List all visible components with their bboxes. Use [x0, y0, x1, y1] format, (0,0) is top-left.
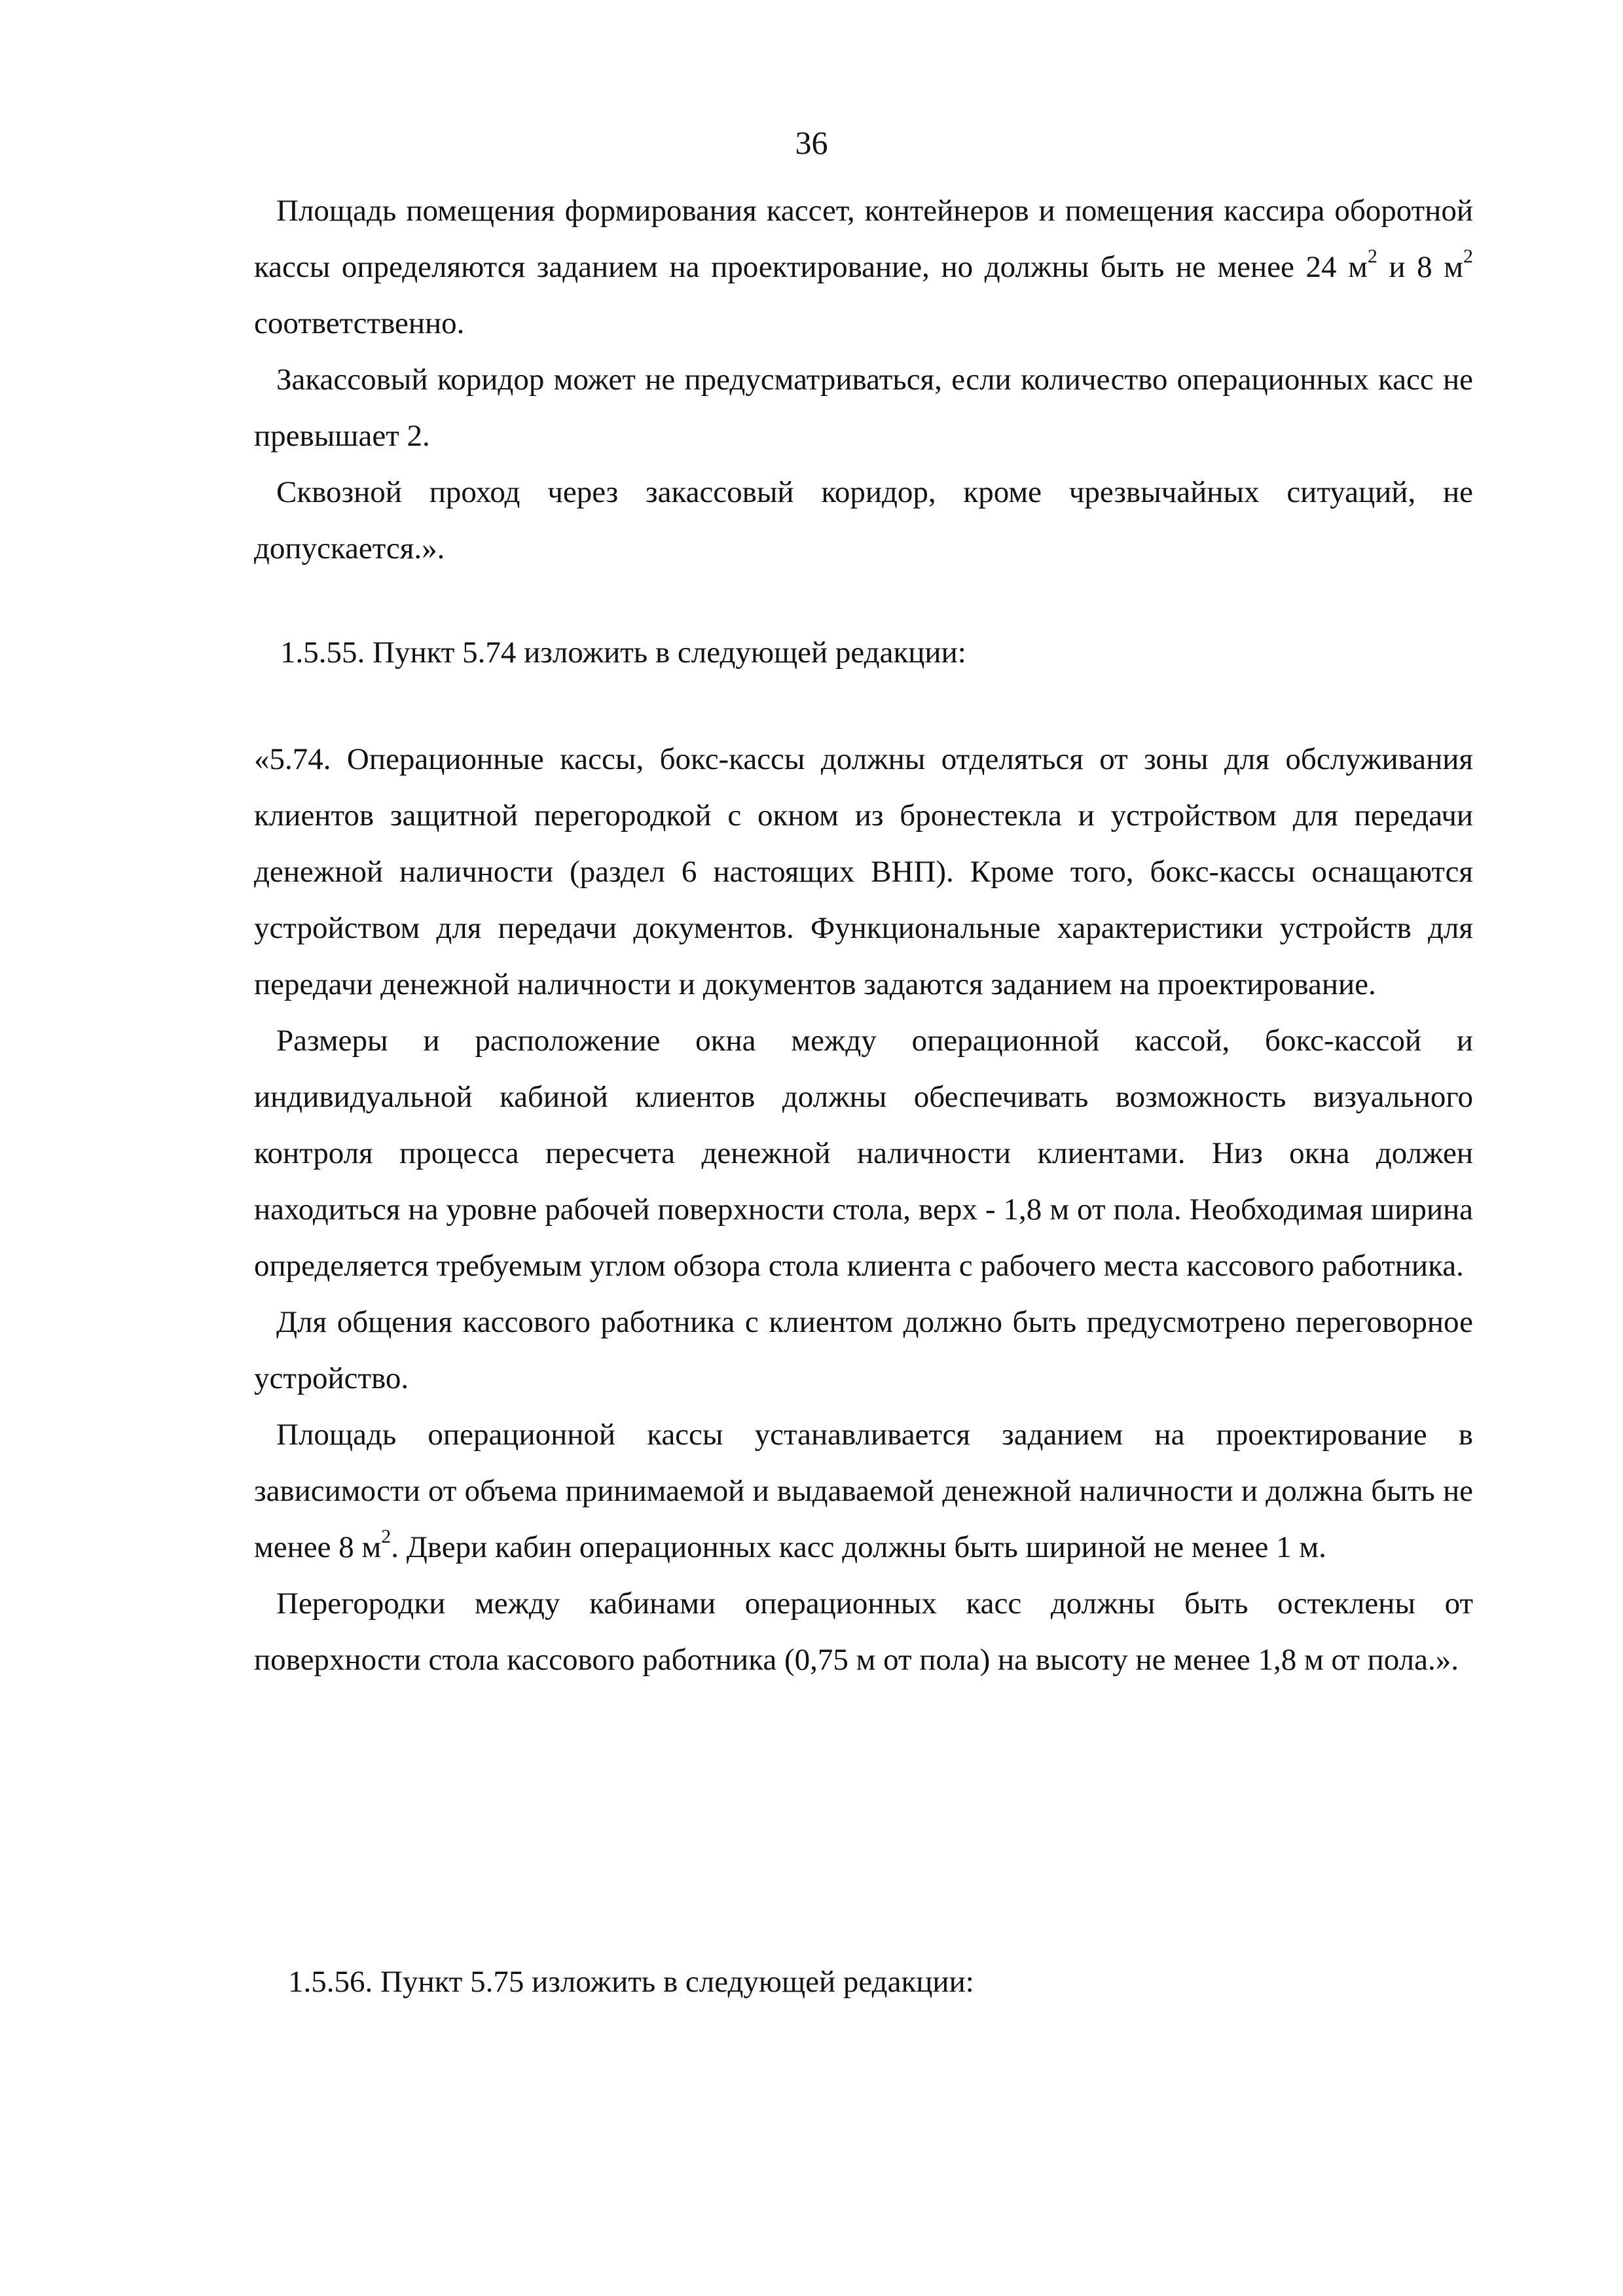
text-block-heading-2 — [254, 1954, 1473, 2010]
text-block-top — [254, 183, 1473, 577]
superscript: 2 — [381, 1526, 392, 1547]
paragraph-text: соответственно. — [254, 306, 465, 340]
superscript: 2 — [1367, 245, 1377, 267]
section-heading-1-5-55: 1.5.55. Пункт 5.74 изложить в следующей редакции: — [280, 636, 966, 670]
paragraph-text: Площадь помещения формирования кассет, контейнеров и помещения кассира оборотной кассы определяются заданием на проектирование, но должны быть не менее 24 м — [254, 194, 1473, 284]
paragraph-text: Площадь операционной кассы устанавливается заданием на проектирование в зависимости от объема принимаемой и выдаваемой денежной наличности и должна быть не менее 8 м — [254, 1418, 1473, 1564]
paragraph-5-74: «5.74. Операционные кассы, бокс-кассы должны отделяться от зоны для обслуживания клиентов защитной перегородкой с окном из бронестекла и устройством для передачи денежной наличности (раздел 6 настоящих ВНП). Кроме того, бокс-кассы оснащаются устройством для передачи документов. Функциональные характеристики устройств для передачи денежной наличности и документов задаются заданием на проектирование. — [254, 742, 1473, 1001]
paragraph-window-size: Размеры и расположение окна между операционной кассой, бокс-кассой и индивидуальной кабиной клиентов должны обеспечивать возможность визуального контроля процесса пересчета денежной наличности клиентами. Низ окна должен находиться на уровне рабочей поверхности стола, верх - 1,8 м от пола. Необходимая ширина определяется требуемым углом обзора стола клиента с рабочего места кассового работника. — [254, 1024, 1473, 1283]
paragraph-partitions: Перегородки между кабинами операционных касс должны быть остеклены от поверхности стола кассового работника (0,75 м от пола) на высоту не менее 1,8 м от пола.». — [254, 1587, 1473, 1677]
paragraph-text: . Двери кабин операционных касс должны быть шириной не менее 1 м. — [391, 1530, 1326, 1564]
paragraph-intercom: Для общения кассового работника с клиентом должно быть предусмотрено переговорное устройство. — [254, 1305, 1473, 1395]
paragraph-text: и 8 м — [1377, 250, 1463, 284]
paragraph-cashier-area — [254, 1407, 1473, 1575]
paragraph-passage: Сквозной проход через закассовый коридор, кроме чрезвычайных ситуаций, не допускается.». — [254, 475, 1473, 565]
page-number: 36 — [795, 124, 828, 161]
text-block-heading-1 — [254, 624, 1473, 681]
paragraph-corridor: Закассовый коридор может не предусматриваться, если количество операционных касс не превышает 2. — [254, 363, 1473, 453]
section-heading-1-5-56: 1.5.56. Пункт 5.75 изложить в следующей редакции: — [288, 1965, 974, 1999]
superscript: 2 — [1463, 245, 1473, 267]
text-block-main — [254, 731, 1473, 1688]
paragraph-room-area — [254, 183, 1473, 351]
